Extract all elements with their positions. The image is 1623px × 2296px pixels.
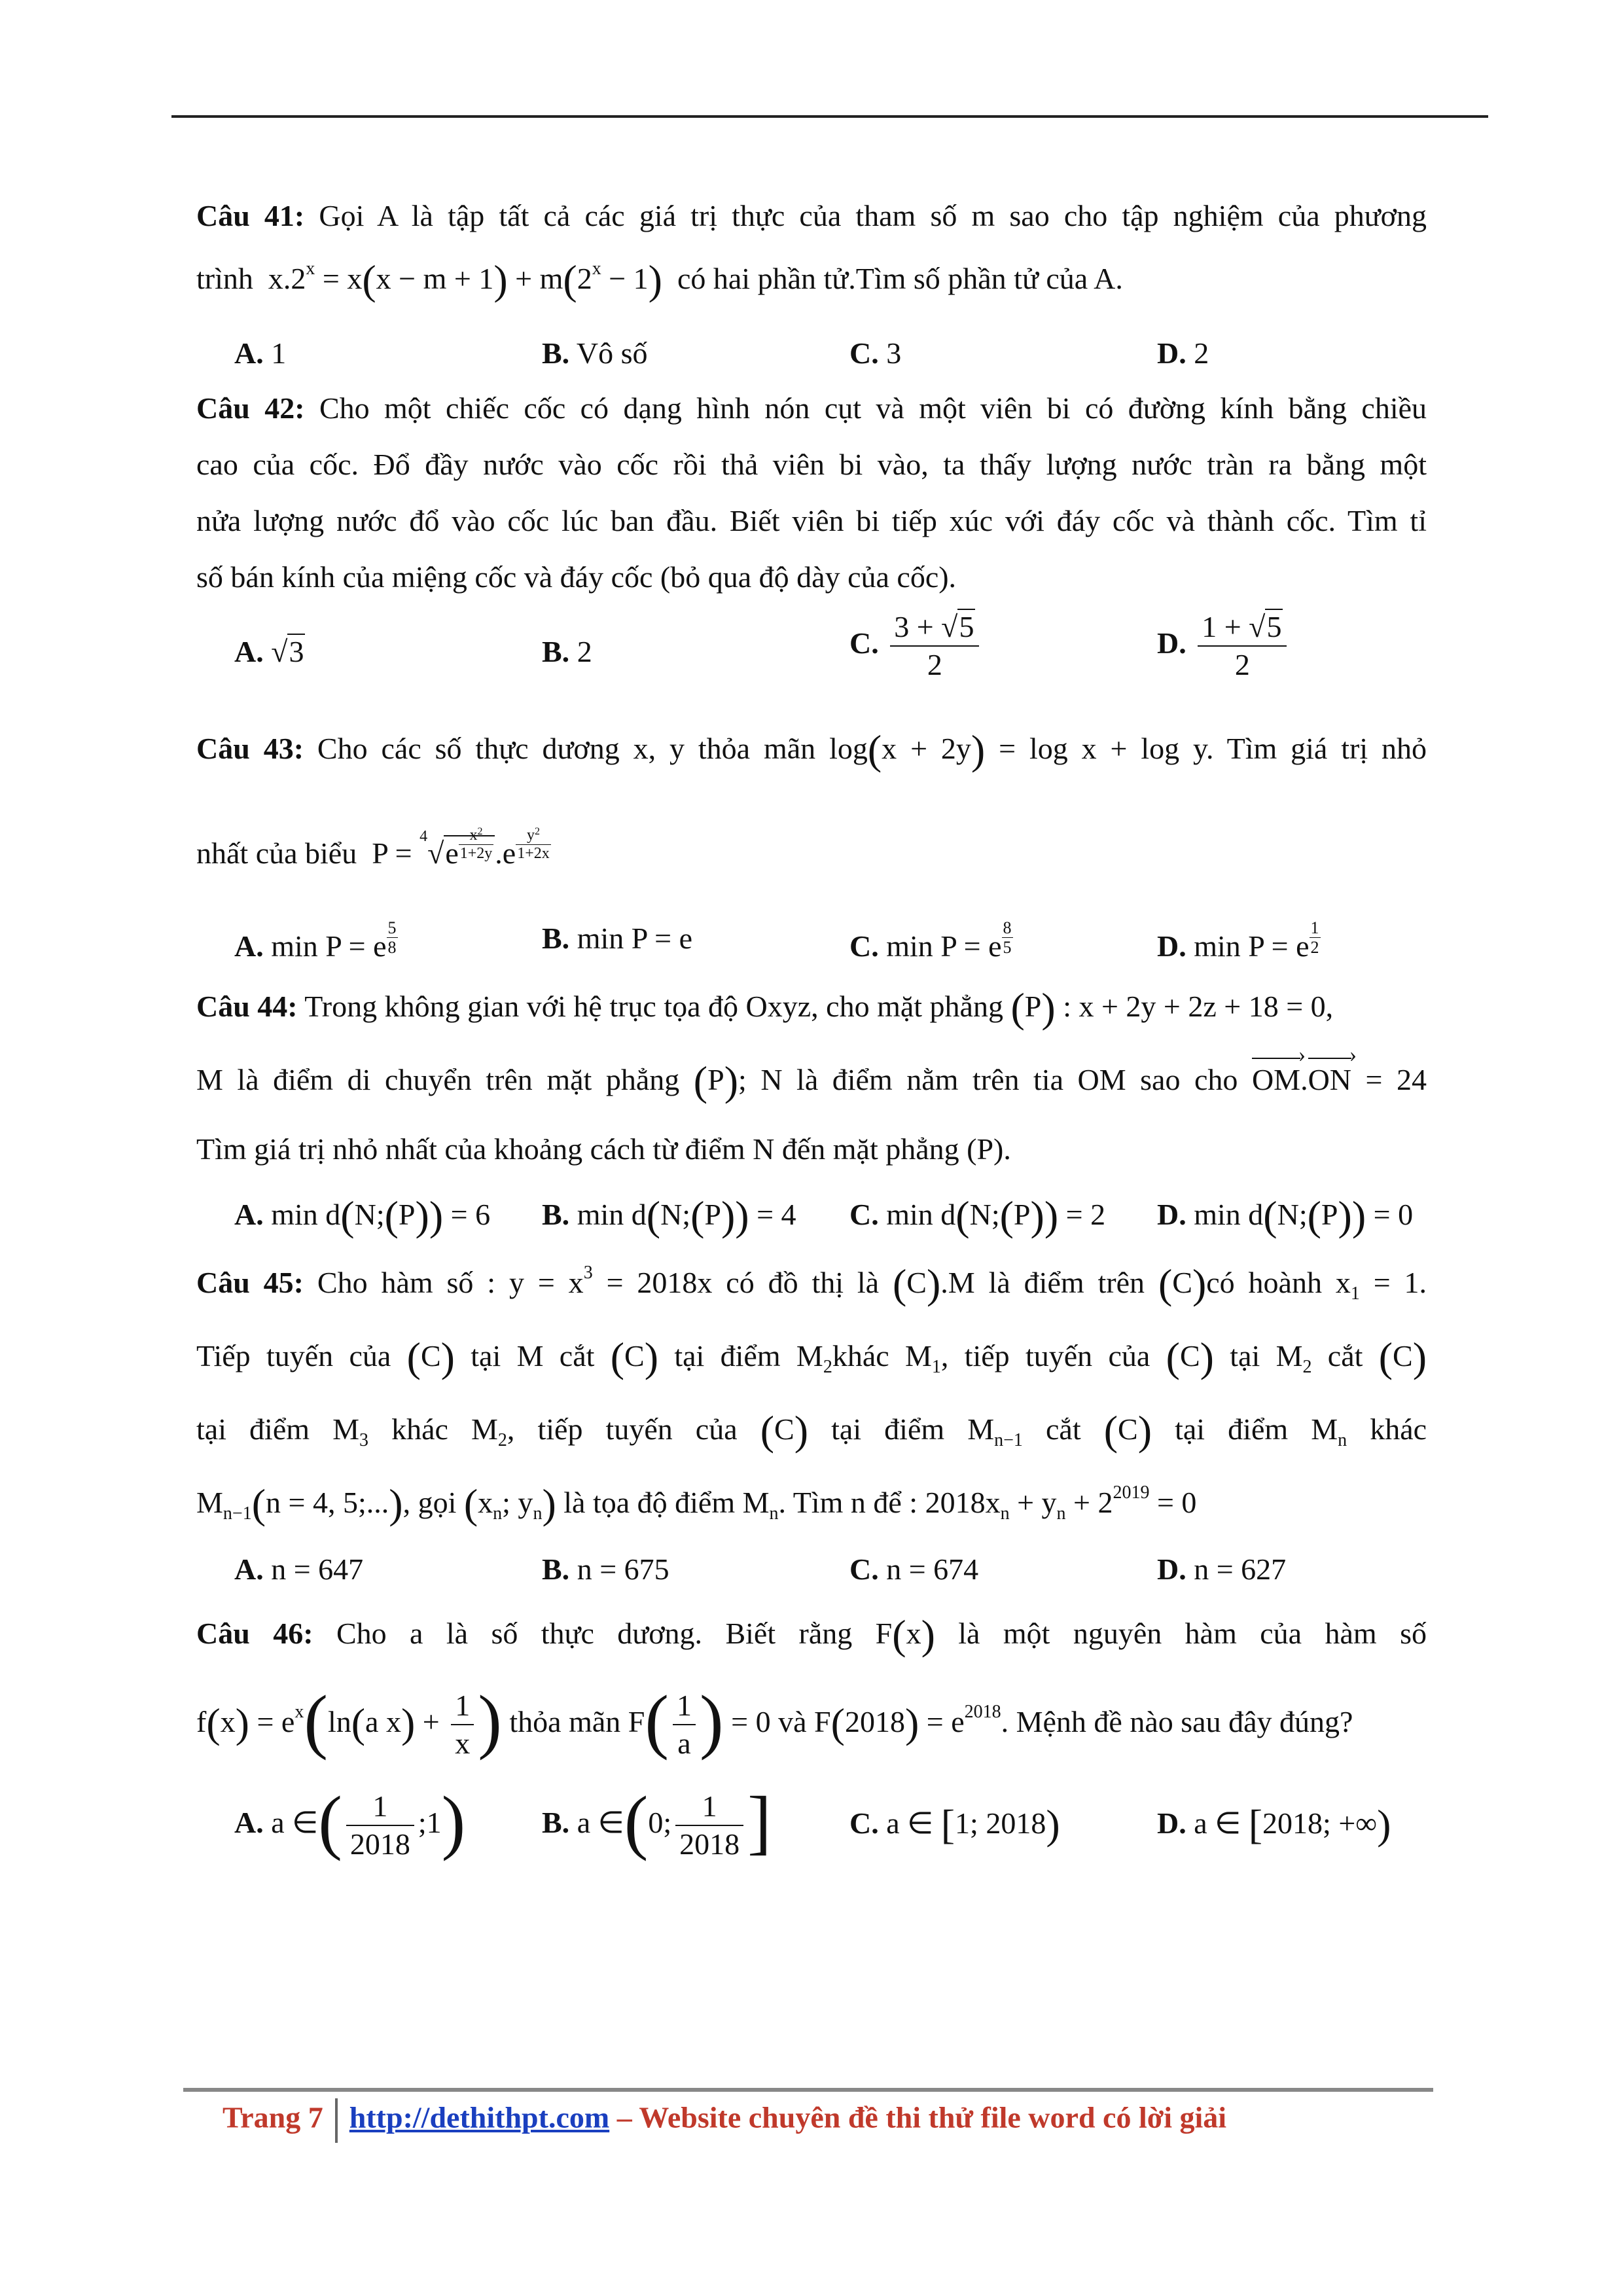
question-text: số bán kính của miệng cốc và đáy cốc (bỏ qua độ dày của cốc). (196, 560, 957, 594)
option-a[interactable]: A. 1 (234, 336, 287, 370)
question-text: M là điểm di chuyển trên mặt phẳng (196, 1063, 680, 1096)
option-b[interactable]: B. min d(N;(P)) = 4 (542, 1193, 796, 1239)
option-c[interactable]: C. 3 (849, 336, 902, 370)
question-label: Câu 46: (196, 1617, 313, 1650)
option-a[interactable]: A. a ∈( $\frac{1}{2018}$ ;1) (234, 1782, 466, 1861)
footer-rule (183, 2088, 1433, 2092)
option-a[interactable]: A. n = 647 (234, 1552, 364, 1586)
question-text: Cho a là số thực dương. Biết rằng (336, 1617, 853, 1650)
question-text: N là điểm nằm trên tia OM sao cho (760, 1063, 1238, 1096)
option-b[interactable]: B. a ∈(0; $\frac{1}{2018}$ ] (542, 1782, 772, 1861)
question-text: có hoành (1206, 1266, 1322, 1299)
option-d[interactable]: D. 2 (1157, 336, 1209, 370)
equation: log(x + 2y) = log x + log y. (829, 726, 1214, 773)
option-c[interactable]: C. n = 674 (849, 1552, 979, 1586)
question-label: Câu 45: (196, 1266, 304, 1299)
question-text: là điểm trên (988, 1266, 1145, 1299)
question-text: nhất của biểu (196, 836, 357, 870)
option-d[interactable]: D. n = 627 (1157, 1552, 1287, 1586)
equation: $x.2^x = x(x - m + 1) + m(2^x - 1)$ (260, 257, 662, 303)
option-d[interactable]: D. min d(N;(P)) = 0 (1157, 1193, 1414, 1239)
option-b[interactable]: B. min P = e (542, 922, 692, 955)
header-rule (171, 115, 1488, 118)
question-text: có đồ thị là (726, 1266, 880, 1299)
option-c[interactable]: C. min P = e $^{\frac{8}{5}}$ (849, 918, 1012, 963)
equation: OM ›.ON › = 24 (1252, 1063, 1427, 1096)
question-text: Tìm giá trị nhỏ nhất của khoảng cách từ điểm N đến mặt phẳng (P). (196, 1132, 1011, 1166)
option-d[interactable]: D. $\frac{1 + √5}{2}$ (1157, 611, 1291, 681)
option-b[interactable]: B. n = 675 (542, 1552, 669, 1586)
option-a[interactable]: A. min P = e $^{\frac{5}{8}}$ (234, 918, 397, 963)
option-d[interactable]: D. a ∈ [2018; +∞) (1157, 1801, 1391, 1848)
option-b[interactable]: B. 2 (542, 635, 592, 668)
question-label: Câu 41: (196, 199, 305, 232)
expression-p: P = $^4$√e $^{\frac{x^2}{1+2y}}$ .e $^{\frac{y^2}{1+2x}}$ (364, 826, 550, 870)
page-number: Trang 7 (223, 2100, 323, 2134)
question-text: Cho một chiếc cốc có dạng hình nón cụt và một viên bi có đường kính bằng chiều (319, 391, 1427, 425)
footer-tagline: – Website chuyên đề thi thử file word có lời giải (609, 2100, 1227, 2134)
question-text: trình (196, 262, 253, 295)
footer-divider (335, 2098, 338, 2143)
question-text: nửa lượng nước đổ vào cốc lúc ban đầu. Biết viên bi tiếp xúc với đáy cốc và thành cốc. Tìm tỉ (196, 504, 1427, 537)
question-label: Câu 43: (196, 732, 304, 765)
option-b[interactable]: B. Vô số (542, 336, 648, 370)
option-a[interactable]: A. min d(N;(P)) = 6 (234, 1193, 491, 1239)
option-d[interactable]: D. min P = e $^{\frac{1}{2}}$ (1157, 918, 1319, 963)
question-text: Trong không gian với hệ trục tọa độ Oxyz, cho mặt phẳng (304, 990, 1003, 1023)
question-text: Cho hàm số : (317, 1266, 496, 1299)
option-c[interactable]: C. min d(N;(P)) = 2 (849, 1193, 1106, 1239)
question-text: là một nguyên hàm của hàm số (958, 1617, 1427, 1650)
question-text: Gọi A là tập tất cả các giá trị thực của tham số m sao cho tập nghiệm của phương (319, 199, 1427, 232)
option-a[interactable]: A. √3 (234, 635, 304, 668)
page-footer (223, 2098, 1226, 2144)
question-text: có hai phần tử.Tìm số phần tử của A. (677, 262, 1123, 295)
question-text: Cho các số thực dương x, y thỏa mãn (317, 732, 816, 765)
option-c[interactable]: C. a ∈ [1; 2018) (849, 1801, 1060, 1848)
question-label: Câu 42: (196, 391, 305, 425)
question-text: cao của cốc. Đổ đầy nước vào cốc rồi thả viên bi vào, ta thấy lượng nước tràn ra bằng một (196, 448, 1427, 481)
website-link[interactable]: http://dethithpt.com (349, 2100, 610, 2134)
question-text: Tìm giá trị nhỏ (1226, 732, 1427, 765)
option-c[interactable]: C. $\frac{3 + √5}{2}$ (849, 611, 983, 681)
equation: (P) : x + 2y + 2z + 18 = 0, (1010, 984, 1334, 1031)
question-label: Câu 44: (196, 990, 298, 1023)
